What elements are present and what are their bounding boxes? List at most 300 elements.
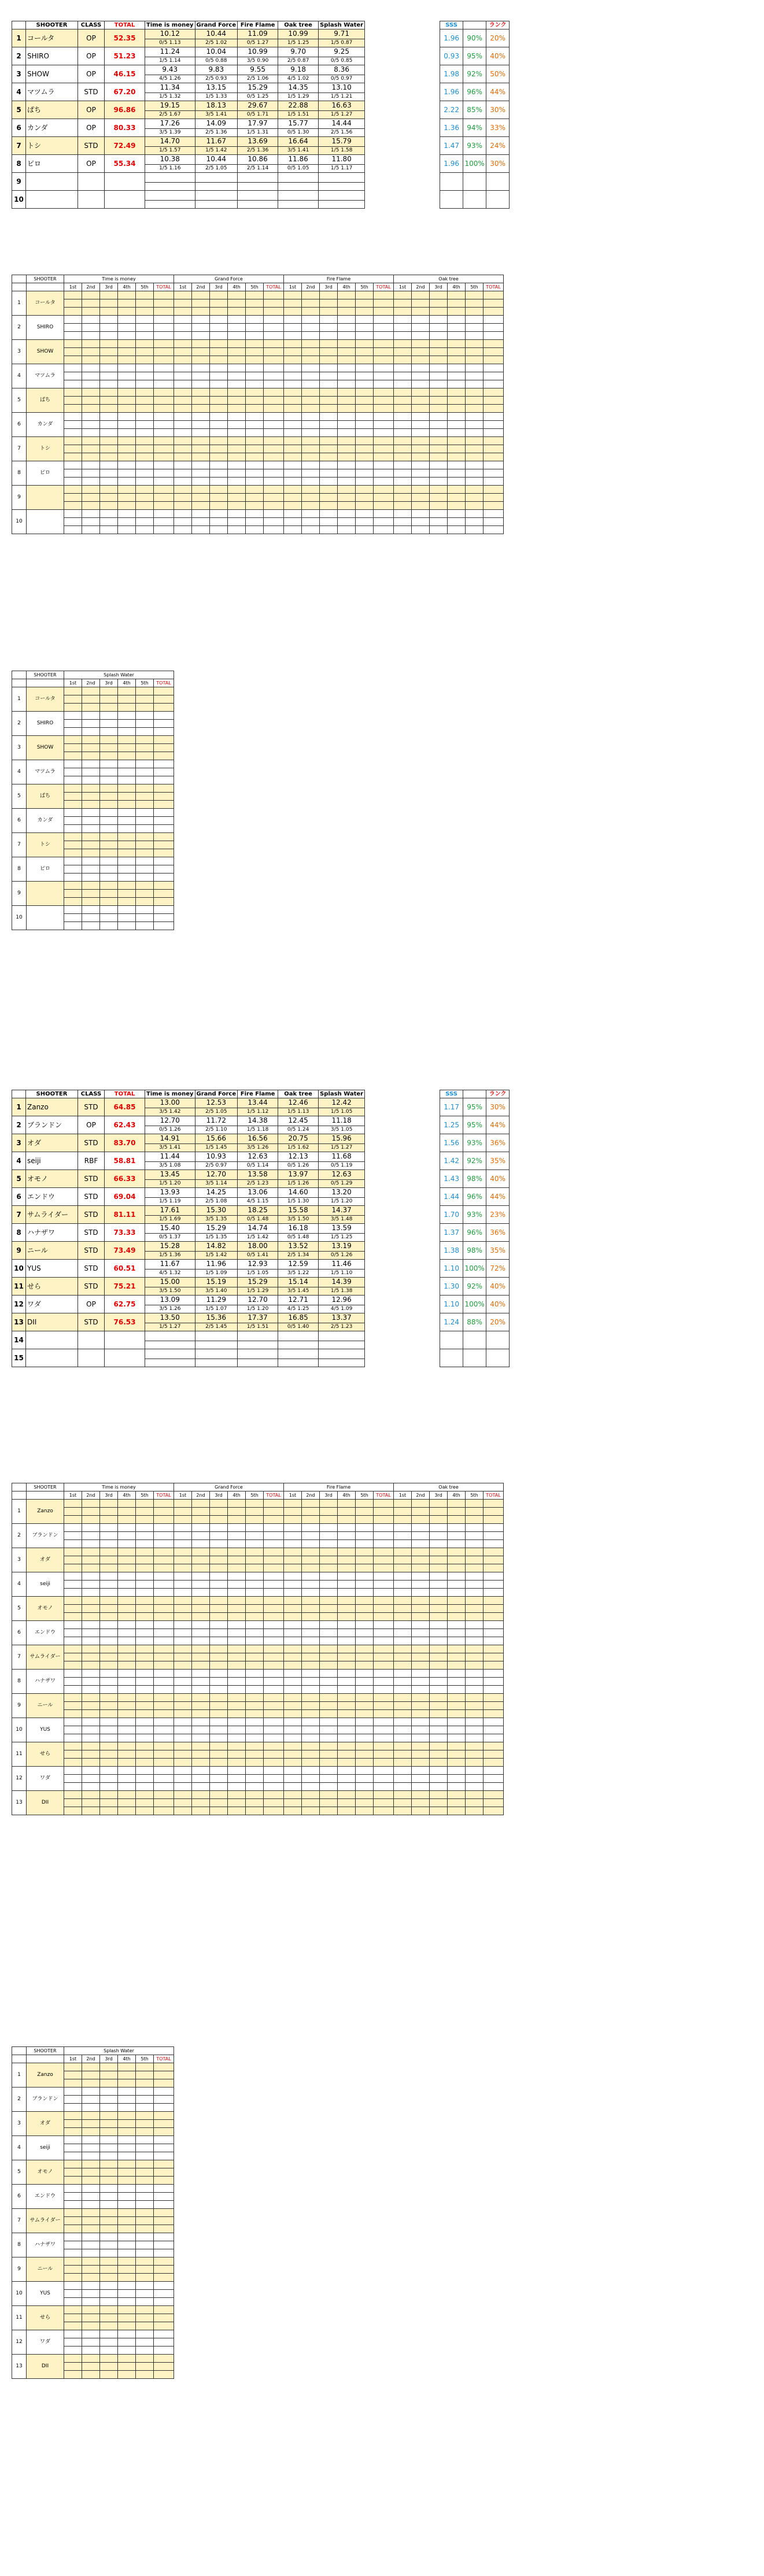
run-cell [412, 445, 430, 453]
run-cell [338, 1645, 356, 1653]
run-cell [136, 324, 154, 332]
run-cell [338, 308, 356, 316]
run-cell [136, 1686, 154, 1694]
stage-time: 12.70 [145, 1116, 195, 1126]
detail-row [12, 1637, 504, 1645]
stage-sub [278, 182, 319, 190]
run-cell [430, 1556, 448, 1564]
rank-cell: 10 [12, 1260, 26, 1278]
run-cell [100, 1564, 118, 1572]
run-cell [374, 324, 394, 332]
run-cell [136, 291, 154, 299]
run-cell [430, 526, 448, 534]
run-cell [118, 2104, 136, 2112]
run-cell [430, 405, 448, 413]
shooter-name: マツムラ [26, 83, 78, 101]
run-cell [484, 429, 504, 437]
run-cell [118, 2120, 136, 2128]
run-cell [82, 453, 100, 461]
run-header: 1st [394, 1491, 412, 1500]
run-cell [412, 1750, 430, 1759]
shooter-name: ピロ [27, 461, 64, 486]
run-cell [64, 2136, 82, 2144]
run-cell [484, 1605, 504, 1613]
stage-sub: 2/5 1.08 [195, 1197, 238, 1205]
run-cell [136, 1742, 154, 1750]
detail-row [12, 1702, 504, 1710]
shooter-name: ぱち [27, 388, 64, 413]
stage-sub: 0/5 1.41 [238, 1251, 278, 1259]
run-cell [192, 437, 210, 445]
run-cell [118, 712, 136, 720]
run-cell [136, 2322, 154, 2330]
run-cell [374, 1718, 394, 1726]
run-cell [210, 469, 228, 478]
run-cell [320, 1670, 338, 1678]
run-cell [284, 1726, 302, 1734]
run-cell [210, 1524, 228, 1532]
run-cell [118, 2355, 136, 2363]
rank-cell: 2 [12, 1116, 26, 1134]
run-cell [246, 1734, 264, 1742]
total-header: TOTAL [105, 1090, 145, 1098]
shooter-name: seiji [27, 2136, 64, 2160]
run-cell [338, 348, 356, 356]
run-cell [154, 1807, 174, 1815]
stat-c: 40% [486, 47, 510, 65]
run-cell [64, 1694, 82, 1702]
stage-time [278, 173, 319, 183]
run-cell [430, 1613, 448, 1621]
run-cell [136, 502, 154, 510]
run-cell [448, 1678, 466, 1686]
shooter-name: ピロ [27, 857, 64, 882]
run-cell [394, 1767, 412, 1775]
run-cell [154, 2346, 174, 2355]
run-cell [394, 299, 412, 308]
run-cell [82, 720, 100, 728]
run-cell [192, 510, 210, 518]
run-cell [302, 356, 320, 364]
stage-time: 8.36 [319, 65, 365, 75]
stage-time: 9.18 [278, 65, 319, 75]
run-cell [302, 518, 320, 526]
run-cell [174, 1540, 192, 1548]
run-cell [374, 1653, 394, 1661]
run-cell [64, 1807, 82, 1815]
run-cell [100, 2257, 118, 2266]
class-cell: STD [78, 1188, 105, 1206]
stage-time [145, 173, 195, 183]
stage-time: 11.09 [238, 29, 278, 39]
run-cell [192, 1686, 210, 1694]
run-cell [154, 2322, 174, 2330]
run-cell [374, 1564, 394, 1572]
run-cell [100, 849, 118, 857]
stat-b: 85% [463, 101, 486, 119]
run-cell [174, 469, 192, 478]
run-cell [228, 453, 246, 461]
run-cell [374, 340, 394, 348]
run-cell [118, 833, 136, 841]
run-cell [338, 518, 356, 526]
run-cell [412, 348, 430, 356]
run-cell [136, 2177, 154, 2185]
run-cell [154, 2136, 174, 2144]
stage-sub: 1/5 1.18 [238, 1126, 278, 1134]
run-cell [264, 356, 284, 364]
run-cell [430, 1637, 448, 1645]
run-cell [210, 1750, 228, 1759]
run-cell [64, 429, 82, 437]
stage-sub: 1/5 1.16 [145, 164, 195, 172]
stage-sub: 1/5 1.21 [319, 92, 365, 101]
run-cell [136, 1734, 154, 1742]
run-cell [374, 510, 394, 518]
run-cell [154, 1670, 174, 1678]
stage-time: 19.15 [145, 101, 195, 111]
run-cell [118, 2298, 136, 2306]
stage-time [278, 191, 319, 201]
run-cell [484, 1540, 504, 1548]
shooter-row [12, 1170, 510, 1180]
run-cell [154, 728, 174, 736]
run-cell [64, 752, 82, 760]
run-cell [82, 801, 100, 809]
run-cell [320, 1564, 338, 1572]
run-cell [210, 1670, 228, 1678]
stat-c: 20% [486, 1313, 510, 1331]
stage-sub: 0/5 0.88 [195, 57, 238, 65]
run-cell [64, 809, 82, 817]
run-cell [210, 1516, 228, 1524]
run-cell [118, 1718, 136, 1726]
rank-cell: 13 [12, 2355, 27, 2379]
run-cell [154, 1694, 174, 1702]
detail-row [12, 469, 504, 478]
run-cell [174, 1670, 192, 1678]
run-cell [448, 469, 466, 478]
run-cell [210, 1645, 228, 1653]
run-cell [136, 1645, 154, 1653]
run-cell [192, 1589, 210, 1597]
stage-time: 12.13 [278, 1152, 319, 1162]
detail-header [12, 275, 504, 283]
run-cell [246, 316, 264, 324]
run-cell [320, 1702, 338, 1710]
run-cell [174, 1548, 192, 1556]
run-cell [64, 2160, 82, 2168]
run-cell [356, 413, 374, 421]
stage-sub: 3/5 1.45 [278, 1287, 319, 1295]
run-cell [412, 1670, 430, 1678]
run-header: 3rd [430, 283, 448, 291]
run-cell [374, 291, 394, 299]
shooter-name: オモノ [27, 1597, 64, 1621]
stage-sub [238, 200, 278, 208]
rank-cell: 10 [12, 906, 27, 930]
run-cell [394, 1605, 412, 1613]
run-cell [356, 1508, 374, 1516]
run-cell [118, 736, 136, 744]
detail-row [12, 1581, 504, 1589]
run-cell [412, 1629, 430, 1637]
run-cell [374, 1589, 394, 1597]
run-cell [82, 1694, 100, 1702]
run-cell [64, 1686, 82, 1694]
shooter-name [27, 486, 64, 510]
run-cell [246, 299, 264, 308]
run-cell [246, 1645, 264, 1653]
run-cell [174, 348, 192, 356]
stage-sub: 3/5 1.50 [145, 1287, 195, 1295]
run-cell [394, 1572, 412, 1581]
run-cell [100, 882, 118, 890]
run-cell [302, 291, 320, 299]
stage-sub: 1/5 1.17 [319, 164, 365, 172]
run-cell [484, 1516, 504, 1524]
shooter-name: ワダ [27, 1767, 64, 1791]
run-cell [64, 1508, 82, 1516]
run-cell [82, 469, 100, 478]
run-cell [228, 1564, 246, 1572]
run-cell [320, 1653, 338, 1661]
run-cell [64, 1605, 82, 1613]
run-cell [302, 1548, 320, 1556]
run-cell [228, 1759, 246, 1767]
run-cell [302, 1581, 320, 1589]
run-cell [136, 494, 154, 502]
run-cell [466, 299, 484, 308]
shooter-name: カンダ [26, 119, 78, 137]
total-cell: 60.51 [105, 1260, 145, 1278]
run-cell [412, 380, 430, 388]
run-cell [64, 1572, 82, 1581]
run-header: 2nd [192, 283, 210, 291]
run-cell [356, 356, 374, 364]
stage-sub: 3/5 1.48 [319, 1215, 365, 1223]
run-cell [246, 397, 264, 405]
run-cell [118, 2160, 136, 2168]
stage-sub [195, 1359, 238, 1367]
run-cell [228, 1532, 246, 1540]
run-cell [154, 687, 174, 695]
rank-cell: 7 [12, 1206, 26, 1224]
run-cell [210, 332, 228, 340]
run-cell [154, 324, 174, 332]
run-cell [484, 461, 504, 469]
shooter-name: YUS [27, 2282, 64, 2306]
run-cell [302, 1564, 320, 1572]
run-cell [374, 308, 394, 316]
run-cell [320, 1791, 338, 1799]
run-cell [192, 1653, 210, 1661]
detail-row [12, 1621, 504, 1629]
run-cell [356, 429, 374, 437]
run-cell [338, 1783, 356, 1791]
run-cell [246, 372, 264, 380]
run-cell [228, 1750, 246, 1759]
run-cell [154, 2233, 174, 2241]
run-cell [100, 380, 118, 388]
run-cell [246, 1775, 264, 1783]
run-cell [118, 760, 136, 768]
run-cell [64, 2241, 82, 2249]
run-cell [284, 308, 302, 316]
detail-row [12, 1686, 504, 1694]
run-cell [118, 1686, 136, 1694]
run-cell [136, 2071, 154, 2079]
run-cell [228, 364, 246, 372]
run-cell [320, 1734, 338, 1742]
run-cell [154, 2168, 174, 2177]
run-cell [82, 2096, 100, 2104]
run-cell [136, 922, 154, 930]
run-cell [64, 922, 82, 930]
run-cell [448, 1581, 466, 1589]
run-cell [82, 857, 100, 865]
run-cell [82, 882, 100, 890]
run-cell [412, 405, 430, 413]
run-cell [430, 421, 448, 429]
stat-b: 100% [463, 1260, 486, 1278]
stage-sub: 2/5 1.36 [195, 128, 238, 136]
shooter-name: トシ [27, 833, 64, 857]
run-cell [412, 364, 430, 372]
run-cell [136, 1629, 154, 1637]
detail-row [12, 1694, 504, 1702]
stage-sub: 3/5 1.05 [319, 1126, 365, 1134]
run-cell [174, 1686, 192, 1694]
run-cell [118, 1645, 136, 1653]
stat-a: 1.10 [440, 1296, 463, 1313]
stage-time: 15.29 [238, 83, 278, 93]
run-cell [136, 526, 154, 534]
run-cell [154, 890, 174, 898]
shooter-name: せら [27, 2306, 64, 2330]
run-cell [100, 922, 118, 930]
run-cell [430, 1516, 448, 1524]
run-cell [174, 356, 192, 364]
run-cell [466, 1791, 484, 1799]
run-cell [394, 1750, 412, 1759]
run-cell [118, 1508, 136, 1516]
total-cell: 58.81 [105, 1152, 145, 1170]
run-header: TOTAL [374, 1491, 394, 1500]
run-cell [210, 502, 228, 510]
run-cell [338, 1605, 356, 1613]
run-cell [466, 518, 484, 526]
run-cell [246, 1597, 264, 1605]
run-cell [154, 1613, 174, 1621]
rank-cell: 8 [12, 857, 27, 882]
run-cell [154, 405, 174, 413]
run-cell [430, 1581, 448, 1589]
run-cell [356, 1783, 374, 1791]
run-cell [484, 1799, 504, 1807]
run-cell [154, 1702, 174, 1710]
run-cell [100, 2079, 118, 2088]
run-cell [100, 1678, 118, 1686]
run-cell [154, 1581, 174, 1589]
rank-cell: 11 [12, 2306, 27, 2330]
run-cell [302, 1783, 320, 1791]
stat-c: 40% [486, 1170, 510, 1188]
run-cell [466, 388, 484, 397]
stage-sub: 1/5 1.13 [278, 1108, 319, 1116]
run-cell [394, 1532, 412, 1540]
rank-cell: 15 [12, 1349, 26, 1367]
run-cell [192, 1564, 210, 1572]
run-cell [228, 1500, 246, 1508]
run-cell [228, 1670, 246, 1678]
run-cell [284, 1734, 302, 1742]
run-cell [302, 1807, 320, 1815]
run-cell [100, 1540, 118, 1548]
stat-b: 93% [463, 1206, 486, 1224]
stage-sub: 2/5 0.87 [278, 57, 319, 65]
run-cell [466, 1670, 484, 1678]
run-cell [412, 1767, 430, 1775]
run-cell [284, 397, 302, 405]
run-cell [264, 1645, 284, 1653]
run-cell [338, 1734, 356, 1742]
run-cell [430, 1532, 448, 1540]
stat-b: 94% [463, 119, 486, 137]
detail-row [12, 1540, 504, 1548]
run-cell [118, 728, 136, 736]
run-cell [210, 397, 228, 405]
shooter-name: ピロ [26, 155, 78, 173]
stage-time: 14.39 [319, 1278, 365, 1287]
run-cell [118, 308, 136, 316]
stage-sub: 1/5 1.27 [319, 1143, 365, 1152]
run-header: 5th [466, 1491, 484, 1500]
run-cell [136, 1613, 154, 1621]
class-cell: STD [78, 83, 105, 101]
run-cell [356, 299, 374, 308]
run-cell [118, 2363, 136, 2371]
run-cell [118, 2136, 136, 2144]
run-cell [228, 1629, 246, 1637]
stage-sub: 1/5 1.45 [195, 1143, 238, 1152]
run-cell [356, 1759, 374, 1767]
run-cell [100, 1500, 118, 1508]
run-cell [118, 2241, 136, 2249]
run-cell [82, 712, 100, 720]
run-cell [394, 478, 412, 486]
run-cell [374, 348, 394, 356]
rank-cell: 9 [12, 486, 27, 510]
run-cell [210, 348, 228, 356]
rank-cell: 1 [12, 291, 27, 316]
run-cell [466, 1572, 484, 1581]
stage-sub: 1/5 1.27 [319, 110, 365, 119]
run-cell [394, 324, 412, 332]
run-cell [246, 324, 264, 332]
run-cell [466, 1807, 484, 1815]
stage-sub: 3/5 1.35 [195, 1215, 238, 1223]
run-cell [374, 1645, 394, 1653]
run-cell [302, 1613, 320, 1621]
run-cell [118, 486, 136, 494]
stage-sub: 0/5 1.26 [319, 1251, 365, 1259]
run-cell [302, 1742, 320, 1750]
run-cell [430, 316, 448, 324]
run-cell [210, 445, 228, 453]
run-cell [136, 2079, 154, 2088]
run-header: 1st [64, 283, 82, 291]
